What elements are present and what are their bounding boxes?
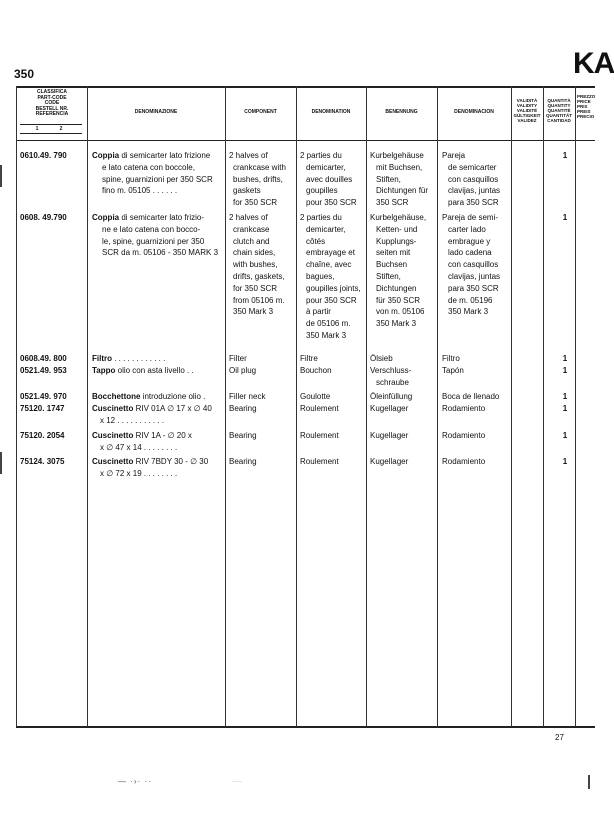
part-code: 75120. 1747 <box>20 404 65 413</box>
english-description: 2 halves of crankcase with bushes, drifts, gaskets for 350 SCR <box>229 151 286 208</box>
code-subcolumn-2: 2 <box>59 126 63 132</box>
quantity-value: 1 <box>562 366 568 375</box>
price-column-header: PREZZO PRICE PRIX PREIS PRECIO <box>577 94 596 119</box>
english-description: Bearing <box>229 431 257 440</box>
code-header-rule <box>20 133 82 134</box>
spanish-description: Pareja de semicarter con casquillos clavijas, juntas para 350 SCR <box>442 151 501 208</box>
english-description: Filler neck <box>229 392 266 401</box>
italian-column-header: DENOMINAZIONE <box>134 109 178 115</box>
part-code: 0521.49. 970 <box>20 392 67 401</box>
quantity-value: 1 <box>562 457 568 466</box>
table-bottom-rule <box>16 726 595 728</box>
french-description: Filtre <box>300 354 318 363</box>
footer-page-number: 27 <box>555 733 564 742</box>
part-code: 75124. 3075 <box>20 457 65 466</box>
french-description: Roulement <box>300 404 339 413</box>
french-description: Goulotte <box>300 392 331 401</box>
english-description: 2 halves of crankcase clutch and chain sides, with bushes, drifts, gaskets, for 350 SCR from 05106 m. 350 Mark 3 <box>229 213 285 317</box>
spanish-description: Pareja de semi- carter lado embrague y lado cadena con casquillos clavijas, juntas para 350 SCR de m. 05196 350 Mark 3 <box>442 213 501 317</box>
french-description: Roulement <box>300 431 339 440</box>
german-description: Ölsieb <box>370 354 393 363</box>
german-column-header: BENENNUNG <box>385 109 418 115</box>
german-description: Kugellager <box>370 457 409 466</box>
spanish-column-header: DENOMINACION <box>454 109 494 115</box>
item-keyword: Cuscinetto <box>92 404 134 413</box>
scan-artifact-mark <box>0 452 2 474</box>
table-top-rule <box>16 86 595 88</box>
scan-artifact-text: ····· <box>232 779 242 785</box>
validity-column-header: VALIDITÀ VALIDITY VALIDITÉ GÜLTIGKEIT VALIDEZ <box>513 98 541 123</box>
italian-description: Cuscinetto RIV 7BDY 30 - ∅ 30 x ∅ 72 x 19 . . . . . . . . <box>92 457 209 478</box>
spanish-description: Rodamiento <box>442 431 486 440</box>
english-column-header: COMPONENT <box>244 109 277 115</box>
italian-description: Filtro . . . . . . . . . . . . <box>92 354 166 363</box>
french-description: 2 parties du demicarter, avec douilles goupilles pour 350 SCR <box>300 151 357 208</box>
scan-artifact-mark <box>0 165 2 187</box>
italian-description: Cuscinetto RIV 1A - ∅ 20 x x ∅ 47 x 14 . . . . . . . . <box>92 431 192 452</box>
column-divider <box>575 86 576 727</box>
item-keyword: Bocchettone <box>92 392 141 401</box>
spanish-description: Rodamiento <box>442 404 486 413</box>
page-number: 350 <box>14 67 35 81</box>
italian-description: Coppia di semicarter lato frizione e lato catena con boccole, spine, guarnizioni per 350 SCR fino m. 05105 . . . . . . <box>92 151 213 196</box>
german-description: Kurbelgehäuse mit Buchsen, Stiften, Dichtungen für 350 SCR <box>370 151 429 208</box>
item-keyword: Cuscinetto <box>92 431 134 440</box>
english-description: Oil plug <box>229 366 257 375</box>
column-divider <box>87 86 88 727</box>
english-description: Bearing <box>229 404 257 413</box>
german-description: Kurbelgehäuse, Ketten- und Kupplungs- seiten mit Buchsen Stiften, Dichtungen für 350 SCR von m. 05106 350 Mark 3 <box>370 213 427 329</box>
german-description: Verschluss- schraube <box>370 366 412 387</box>
part-code: 75120. 2054 <box>20 431 65 440</box>
german-description: Kugellager <box>370 404 409 413</box>
column-divider <box>437 86 438 727</box>
french-description: Roulement <box>300 457 339 466</box>
item-keyword: Filtro <box>92 354 112 363</box>
quantity-value: 1 <box>562 213 568 222</box>
part-code: 0610.49. 790 <box>20 151 67 160</box>
italian-description: Bocchettone introduzione olio . <box>92 392 206 401</box>
english-description: Filter <box>229 354 247 363</box>
item-keyword: Coppia <box>92 151 120 160</box>
scan-artifact-text: — ·›· ·· <box>118 777 152 786</box>
part-code: 0521.49. 953 <box>20 366 67 375</box>
part-code: 0608. 49.790 <box>20 213 67 222</box>
column-divider <box>366 86 367 727</box>
code-subcolumn-1: 1 <box>35 126 39 132</box>
english-description: Bearing <box>229 457 257 466</box>
code-column-header: CLASSIFICA PART-CODE CODE BESTELL NR. REFERENCIA <box>35 89 69 117</box>
column-divider <box>296 86 297 727</box>
table-header-rule <box>16 140 595 141</box>
italian-description: Cuscinetto RIV 01A ∅ 17 x ∅ 40 x 12 . . . . . . . . . . . <box>92 404 212 425</box>
quantity-column-header: QUANTITÀ QUANTITY QUANTITÉ QUANTITÄT CANTIDAD <box>546 98 572 123</box>
quantity-value: 1 <box>562 431 568 440</box>
spanish-description: Tapón <box>442 366 464 375</box>
quantity-value: 1 <box>562 354 568 363</box>
quantity-value: 1 <box>562 404 568 413</box>
item-keyword: Cuscinetto <box>92 457 134 466</box>
part-code: 0608.49. 800 <box>20 354 67 363</box>
header-brand-text: KA <box>573 47 614 80</box>
column-divider <box>511 86 512 727</box>
italian-description: Coppia di semicarter lato frizio- ne e lato catena con bocco- le, spine, guarnizioni per 350 SCR da m. 05106 - 350 MARK 3 <box>92 213 219 258</box>
quantity-value: 1 <box>562 392 568 401</box>
spanish-description: Boca de llenado <box>442 392 500 401</box>
spanish-description: Filtro <box>442 354 460 363</box>
italian-description: Tappo olio con asta livello . . <box>92 366 194 375</box>
spanish-description: Rodamiento <box>442 457 486 466</box>
item-keyword: Tappo <box>92 366 116 375</box>
german-description: Kugellager <box>370 431 409 440</box>
column-divider <box>16 86 17 727</box>
scan-artifact-mark <box>588 775 590 789</box>
code-header-rule <box>20 124 82 125</box>
column-divider <box>225 86 226 727</box>
column-divider <box>543 86 544 727</box>
german-description: Öleinfüllung <box>370 392 413 401</box>
french-column-header: DENOMINATION <box>311 109 351 115</box>
item-keyword: Coppia <box>92 213 120 222</box>
quantity-value: 1 <box>562 151 568 160</box>
french-description: 2 parties du demicarter, côtés embrayage et chaîne, avec bagues, goupilles joints, pour 350 SCR à partir de 05106 m. 350 Mark 3 <box>300 213 361 340</box>
french-description: Bouchon <box>300 366 332 375</box>
